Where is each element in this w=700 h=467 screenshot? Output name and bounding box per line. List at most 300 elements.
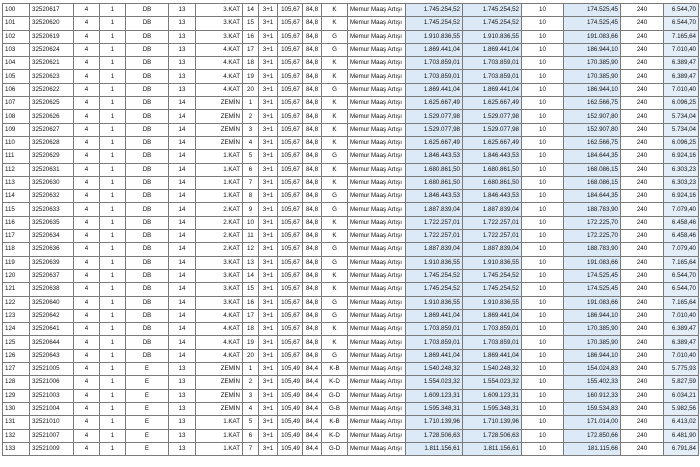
cell-down-pay-rate: 10: [522, 429, 564, 442]
cell-monthly-installment: 6.544,70: [664, 269, 699, 282]
cell-floor-name: 1.KAT: [196, 190, 243, 203]
cell-room-type: 3+1: [259, 230, 278, 243]
cell-door-no: 1: [243, 363, 259, 376]
cell-down-pay-rate: 10: [522, 363, 564, 376]
cell-floor-count: 14: [169, 243, 196, 256]
cell-row-no: 104: [3, 57, 30, 70]
cell-facade: K: [322, 4, 348, 17]
cell-price-update-type: Memur Maaş Artışı: [348, 309, 406, 322]
cell-block: DB: [126, 190, 169, 203]
cell-col-b: 1: [100, 389, 126, 402]
cell-net-area: 84,8: [303, 283, 322, 296]
cell-down-pay-rate: 10: [522, 110, 564, 123]
cell-unit-code: 32520636: [30, 243, 74, 256]
cell-down-pay-rate: 10: [522, 43, 564, 56]
cell-monthly-installment: 6.389,47: [664, 323, 699, 336]
cell-col-a: 4: [74, 296, 100, 309]
cell-room-type: 3+1: [259, 17, 278, 30]
cell-row-no: 133: [3, 442, 30, 455]
cell-monthly-installment: 6.413,02: [664, 416, 699, 429]
cell-facade: G: [322, 43, 348, 56]
cell-unit-code: 32520634: [30, 230, 74, 243]
cell-col-b: 1: [100, 17, 126, 30]
cell-col-b: 1: [100, 269, 126, 282]
cell-unit-code: 32520637: [30, 269, 74, 282]
cell-monthly-installment: 7.010,40: [664, 43, 699, 56]
cell-down-payment: 191.083,66: [564, 296, 621, 309]
cell-door-no: 19: [243, 70, 259, 83]
cell-door-no: 15: [243, 283, 259, 296]
cell-room-type: 3+1: [259, 323, 278, 336]
cell-price-1: 1.846.443,53: [406, 190, 463, 203]
cell-door-no: 16: [243, 30, 259, 43]
cell-monthly-installment: 6.389,47: [664, 57, 699, 70]
cell-net-area: 84,4: [303, 442, 322, 455]
cell-down-payment: 188.783,90: [564, 243, 621, 256]
cell-col-a: 4: [74, 43, 100, 56]
cell-net-area: 84,8: [303, 57, 322, 70]
cell-unit-code: 32520627: [30, 123, 74, 136]
cell-room-type: 3+1: [259, 97, 278, 110]
cell-gross-area: 105,67: [278, 123, 303, 136]
cell-block: DB: [126, 97, 169, 110]
cell-down-payment: 172.850,66: [564, 429, 621, 442]
cell-door-no: 18: [243, 323, 259, 336]
cell-floor-name: ZEMİN: [196, 402, 243, 415]
cell-block: E: [126, 363, 169, 376]
cell-price-1: 1.595.348,31: [406, 402, 463, 415]
cell-door-no: 6: [243, 429, 259, 442]
cell-monthly-installment: 5.734,04: [664, 123, 699, 136]
cell-installment-count: 240: [621, 190, 664, 203]
cell-down-pay-rate: 10: [522, 17, 564, 30]
cell-facade: G: [322, 349, 348, 362]
cell-floor-name: 2.KAT: [196, 243, 243, 256]
cell-unit-code: 32520631: [30, 163, 74, 176]
cell-floor-name: 3.KAT: [196, 283, 243, 296]
cell-net-area: 84,8: [303, 296, 322, 309]
cell-installment-count: 240: [621, 389, 664, 402]
cell-col-b: 1: [100, 190, 126, 203]
cell-net-area: 84,8: [303, 97, 322, 110]
table-row: [3, 43, 699, 56]
cell-room-type: 3+1: [259, 30, 278, 43]
cell-col-b: 1: [100, 442, 126, 455]
cell-block: DB: [126, 283, 169, 296]
cell-gross-area: 105,49: [278, 416, 303, 429]
cell-facade: G: [322, 83, 348, 96]
cell-price-2: 1.869.441,04: [463, 309, 522, 322]
cell-gross-area: 105,67: [278, 230, 303, 243]
table-row: [3, 402, 699, 415]
cell-installment-count: 240: [621, 136, 664, 149]
cell-col-b: 1: [100, 30, 126, 43]
cell-price-update-type: Memur Maaş Artışı: [348, 349, 406, 362]
cell-monthly-installment: 6.303,23: [664, 176, 699, 189]
table-row: [3, 17, 699, 30]
cell-room-type: 3+1: [259, 216, 278, 229]
cell-down-pay-rate: 10: [522, 230, 564, 243]
cell-price-update-type: Memur Maaş Artışı: [348, 203, 406, 216]
cell-down-payment: 168.086,15: [564, 163, 621, 176]
cell-block: DB: [126, 349, 169, 362]
cell-price-update-type: Memur Maaş Artışı: [348, 30, 406, 43]
cell-facade: G: [322, 243, 348, 256]
cell-price-update-type: Memur Maaş Artışı: [348, 150, 406, 163]
cell-floor-name: 4.KAT: [196, 349, 243, 362]
cell-unit-code: 32520630: [30, 176, 74, 189]
cell-price-1: 1.625.667,49: [406, 136, 463, 149]
cell-block: DB: [126, 30, 169, 43]
cell-installment-count: 240: [621, 30, 664, 43]
cell-row-no: 120: [3, 269, 30, 282]
cell-price-2: 1.910.836,55: [463, 256, 522, 269]
cell-col-a: 4: [74, 70, 100, 83]
cell-block: DB: [126, 17, 169, 30]
cell-price-1: 1.728.506,63: [406, 429, 463, 442]
cell-price-1: 1.722.257,01: [406, 230, 463, 243]
cell-gross-area: 105,67: [278, 97, 303, 110]
cell-col-a: 4: [74, 123, 100, 136]
table-row: [3, 442, 699, 455]
cell-floor-name: 2.KAT: [196, 230, 243, 243]
cell-unit-code: 32520632: [30, 190, 74, 203]
cell-down-payment: 172.225,70: [564, 216, 621, 229]
cell-unit-code: 32520620: [30, 17, 74, 30]
cell-block: DB: [126, 136, 169, 149]
cell-net-area: 84,4: [303, 402, 322, 415]
cell-door-no: 16: [243, 296, 259, 309]
cell-row-no: 118: [3, 243, 30, 256]
cell-door-no: 12: [243, 243, 259, 256]
table-row: [3, 83, 699, 96]
cell-monthly-installment: 5.775,93: [664, 363, 699, 376]
cell-floor-name: 1.KAT: [196, 442, 243, 455]
cell-floor-count: 14: [169, 336, 196, 349]
cell-monthly-installment: 7.010,40: [664, 349, 699, 362]
cell-row-no: 102: [3, 30, 30, 43]
cell-down-pay-rate: 10: [522, 30, 564, 43]
table-row: [3, 230, 699, 243]
cell-gross-area: 105,67: [278, 17, 303, 30]
cell-row-no: 101: [3, 17, 30, 30]
cell-floor-count: 14: [169, 349, 196, 362]
cell-col-a: 4: [74, 4, 100, 17]
cell-facade: K: [322, 230, 348, 243]
cell-room-type: 3+1: [259, 376, 278, 389]
cell-net-area: 84,8: [303, 136, 322, 149]
cell-row-no: 123: [3, 309, 30, 322]
cell-floor-count: 14: [169, 136, 196, 149]
cell-price-2: 1.869.441,04: [463, 43, 522, 56]
table-row: [3, 150, 699, 163]
cell-door-no: 1: [243, 97, 259, 110]
cell-monthly-installment: 6.544,70: [664, 283, 699, 296]
cell-down-pay-rate: 10: [522, 349, 564, 362]
cell-installment-count: 240: [621, 243, 664, 256]
cell-monthly-installment: 6.458,46: [664, 230, 699, 243]
cell-floor-name: 2.KAT: [196, 216, 243, 229]
cell-unit-code: 32520629: [30, 150, 74, 163]
cell-floor-count: 13: [169, 43, 196, 56]
cell-floor-count: 14: [169, 176, 196, 189]
cell-col-b: 1: [100, 203, 126, 216]
cell-price-update-type: Memur Maaş Artışı: [348, 17, 406, 30]
table-row: [3, 376, 699, 389]
cell-col-a: 4: [74, 163, 100, 176]
cell-gross-area: 105,67: [278, 216, 303, 229]
cell-col-b: 1: [100, 97, 126, 110]
table-row: [3, 30, 699, 43]
cell-net-area: 84,8: [303, 309, 322, 322]
cell-door-no: 6: [243, 163, 259, 176]
cell-block: DB: [126, 123, 169, 136]
cell-door-no: 7: [243, 442, 259, 455]
cell-row-no: 128: [3, 376, 30, 389]
cell-price-2: 1.703.859,01: [463, 70, 522, 83]
cell-col-a: 4: [74, 336, 100, 349]
cell-facade: K: [322, 336, 348, 349]
cell-price-2: 1.529.077,98: [463, 123, 522, 136]
cell-unit-code: 32520617: [30, 4, 74, 17]
cell-row-no: 124: [3, 323, 30, 336]
cell-monthly-installment: 7.010,40: [664, 309, 699, 322]
cell-net-area: 84,8: [303, 30, 322, 43]
cell-facade: K: [322, 97, 348, 110]
cell-monthly-installment: 7.010,40: [664, 83, 699, 96]
cell-down-payment: 170.385,90: [564, 336, 621, 349]
cell-room-type: 3+1: [259, 283, 278, 296]
cell-unit-code: 32521003: [30, 389, 74, 402]
cell-price-1: 1.846.443,53: [406, 150, 463, 163]
cell-installment-count: 240: [621, 123, 664, 136]
cell-block: E: [126, 376, 169, 389]
cell-monthly-installment: 6.096,25: [664, 136, 699, 149]
cell-col-a: 4: [74, 230, 100, 243]
cell-gross-area: 105,67: [278, 150, 303, 163]
cell-unit-code: 32520623: [30, 70, 74, 83]
cell-price-update-type: Memur Maaş Artışı: [348, 269, 406, 282]
cell-facade: G-D: [322, 389, 348, 402]
cell-gross-area: 105,67: [278, 4, 303, 17]
cell-price-2: 1.728.506,63: [463, 429, 522, 442]
cell-block: DB: [126, 309, 169, 322]
cell-floor-count: 13: [169, 83, 196, 96]
cell-floor-name: 4.KAT: [196, 336, 243, 349]
cell-price-1: 1.869.441,04: [406, 349, 463, 362]
cell-down-payment: 155.402,33: [564, 376, 621, 389]
cell-price-2: 1.680.861,50: [463, 163, 522, 176]
cell-block: DB: [126, 110, 169, 123]
cell-price-1: 1.869.441,04: [406, 309, 463, 322]
cell-col-a: 4: [74, 83, 100, 96]
cell-col-a: 4: [74, 17, 100, 30]
cell-block: DB: [126, 57, 169, 70]
cell-down-payment: 170.385,90: [564, 57, 621, 70]
cell-down-payment: 152.907,80: [564, 123, 621, 136]
table-row: [3, 123, 699, 136]
cell-room-type: 3+1: [259, 336, 278, 349]
cell-down-pay-rate: 10: [522, 163, 564, 176]
cell-down-pay-rate: 10: [522, 389, 564, 402]
cell-room-type: 3+1: [259, 349, 278, 362]
cell-room-type: 3+1: [259, 70, 278, 83]
cell-gross-area: 105,67: [278, 349, 303, 362]
cell-installment-count: 240: [621, 176, 664, 189]
cell-price-2: 1.745.254,52: [463, 269, 522, 282]
cell-block: DB: [126, 83, 169, 96]
cell-door-no: 13: [243, 256, 259, 269]
cell-gross-area: 105,49: [278, 389, 303, 402]
cell-price-1: 1.529.077,98: [406, 110, 463, 123]
cell-down-pay-rate: 10: [522, 190, 564, 203]
cell-price-1: 1.609.123,31: [406, 389, 463, 402]
cell-col-a: 4: [74, 349, 100, 362]
cell-installment-count: 240: [621, 269, 664, 282]
cell-installment-count: 240: [621, 83, 664, 96]
cell-col-b: 1: [100, 402, 126, 415]
table-row: [3, 269, 699, 282]
cell-net-area: 84,8: [303, 110, 322, 123]
cell-price-1: 1.745.254,52: [406, 17, 463, 30]
cell-block: DB: [126, 323, 169, 336]
cell-gross-area: 105,49: [278, 442, 303, 455]
cell-installment-count: 240: [621, 150, 664, 163]
cell-floor-count: 14: [169, 203, 196, 216]
cell-monthly-installment: 6.924,16: [664, 190, 699, 203]
cell-price-1: 1.745.254,52: [406, 283, 463, 296]
cell-price-update-type: Memur Maaş Artışı: [348, 283, 406, 296]
cell-installment-count: 240: [621, 256, 664, 269]
cell-col-b: 1: [100, 256, 126, 269]
cell-col-a: 4: [74, 216, 100, 229]
cell-gross-area: 105,67: [278, 110, 303, 123]
cell-door-no: 20: [243, 349, 259, 362]
cell-down-pay-rate: 10: [522, 283, 564, 296]
cell-price-2: 1.554.023,32: [463, 376, 522, 389]
cell-facade: G: [322, 309, 348, 322]
table-row: [3, 336, 699, 349]
cell-net-area: 84,8: [303, 83, 322, 96]
cell-col-a: 4: [74, 363, 100, 376]
cell-col-b: 1: [100, 70, 126, 83]
cell-down-pay-rate: 10: [522, 402, 564, 415]
cell-row-no: 111: [3, 150, 30, 163]
cell-down-payment: 170.385,90: [564, 70, 621, 83]
cell-floor-count: 13: [169, 376, 196, 389]
cell-block: E: [126, 389, 169, 402]
cell-door-no: 14: [243, 4, 259, 17]
cell-price-update-type: Memur Maaş Artışı: [348, 323, 406, 336]
cell-installment-count: 240: [621, 402, 664, 415]
cell-door-no: 2: [243, 376, 259, 389]
cell-price-2: 1.910.836,55: [463, 30, 522, 43]
cell-row-no: 107: [3, 97, 30, 110]
cell-net-area: 84,8: [303, 256, 322, 269]
cell-facade: K: [322, 176, 348, 189]
cell-block: DB: [126, 70, 169, 83]
cell-col-a: 4: [74, 283, 100, 296]
cell-col-b: 1: [100, 43, 126, 56]
cell-door-no: 4: [243, 136, 259, 149]
cell-col-a: 4: [74, 57, 100, 70]
cell-floor-count: 14: [169, 256, 196, 269]
cell-down-pay-rate: 10: [522, 296, 564, 309]
cell-installment-count: 240: [621, 70, 664, 83]
cell-col-b: 1: [100, 136, 126, 149]
cell-down-pay-rate: 10: [522, 70, 564, 83]
cell-facade: G: [322, 190, 348, 203]
cell-down-payment: 191.083,66: [564, 30, 621, 43]
cell-col-b: 1: [100, 336, 126, 349]
table-row: [3, 216, 699, 229]
cell-down-payment: 191.083,66: [564, 256, 621, 269]
cell-net-area: 84,8: [303, 323, 322, 336]
cell-facade: K-B: [322, 363, 348, 376]
cell-price-2: 1.540.248,32: [463, 363, 522, 376]
cell-room-type: 3+1: [259, 136, 278, 149]
cell-unit-code: 32520622: [30, 83, 74, 96]
cell-net-area: 84,4: [303, 416, 322, 429]
cell-unit-code: 32521010: [30, 416, 74, 429]
cell-floor-count: 14: [169, 269, 196, 282]
cell-col-a: 4: [74, 309, 100, 322]
cell-monthly-installment: 6.458,46: [664, 216, 699, 229]
cell-room-type: 3+1: [259, 110, 278, 123]
cell-floor-name: 4.KAT: [196, 323, 243, 336]
cell-facade: K: [322, 110, 348, 123]
cell-room-type: 3+1: [259, 123, 278, 136]
cell-down-pay-rate: 10: [522, 323, 564, 336]
cell-price-update-type: Memur Maaş Artışı: [348, 57, 406, 70]
cell-price-update-type: Memur Maaş Artışı: [348, 442, 406, 455]
cell-price-2: 1.869.441,04: [463, 349, 522, 362]
table-row: [3, 256, 699, 269]
cell-installment-count: 240: [621, 43, 664, 56]
table-row: [3, 323, 699, 336]
cell-floor-count: 14: [169, 309, 196, 322]
table-row: [3, 136, 699, 149]
cell-block: E: [126, 442, 169, 455]
cell-col-b: 1: [100, 283, 126, 296]
cell-door-no: 18: [243, 57, 259, 70]
table-row: [3, 110, 699, 123]
cell-down-payment: 186.944,10: [564, 309, 621, 322]
cell-price-update-type: Memur Maaş Artışı: [348, 429, 406, 442]
cell-gross-area: 105,67: [278, 83, 303, 96]
cell-block: DB: [126, 203, 169, 216]
cell-unit-code: 32521007: [30, 429, 74, 442]
cell-down-payment: 168.086,15: [564, 176, 621, 189]
cell-installment-count: 240: [621, 349, 664, 362]
cell-price-2: 1.722.257,01: [463, 230, 522, 243]
cell-col-b: 1: [100, 429, 126, 442]
cell-monthly-installment: 6.096,25: [664, 97, 699, 110]
cell-price-1: 1.625.667,49: [406, 97, 463, 110]
cell-floor-name: 3.KAT: [196, 296, 243, 309]
cell-monthly-installment: 5.827,59: [664, 376, 699, 389]
cell-price-1: 1.703.859,01: [406, 323, 463, 336]
cell-monthly-installment: 6.924,16: [664, 150, 699, 163]
cell-door-no: 14: [243, 269, 259, 282]
cell-block: E: [126, 416, 169, 429]
cell-down-pay-rate: 10: [522, 309, 564, 322]
cell-gross-area: 105,67: [278, 136, 303, 149]
cell-down-pay-rate: 10: [522, 336, 564, 349]
cell-price-1: 1.680.861,50: [406, 163, 463, 176]
cell-room-type: 3+1: [259, 176, 278, 189]
cell-row-no: 131: [3, 416, 30, 429]
